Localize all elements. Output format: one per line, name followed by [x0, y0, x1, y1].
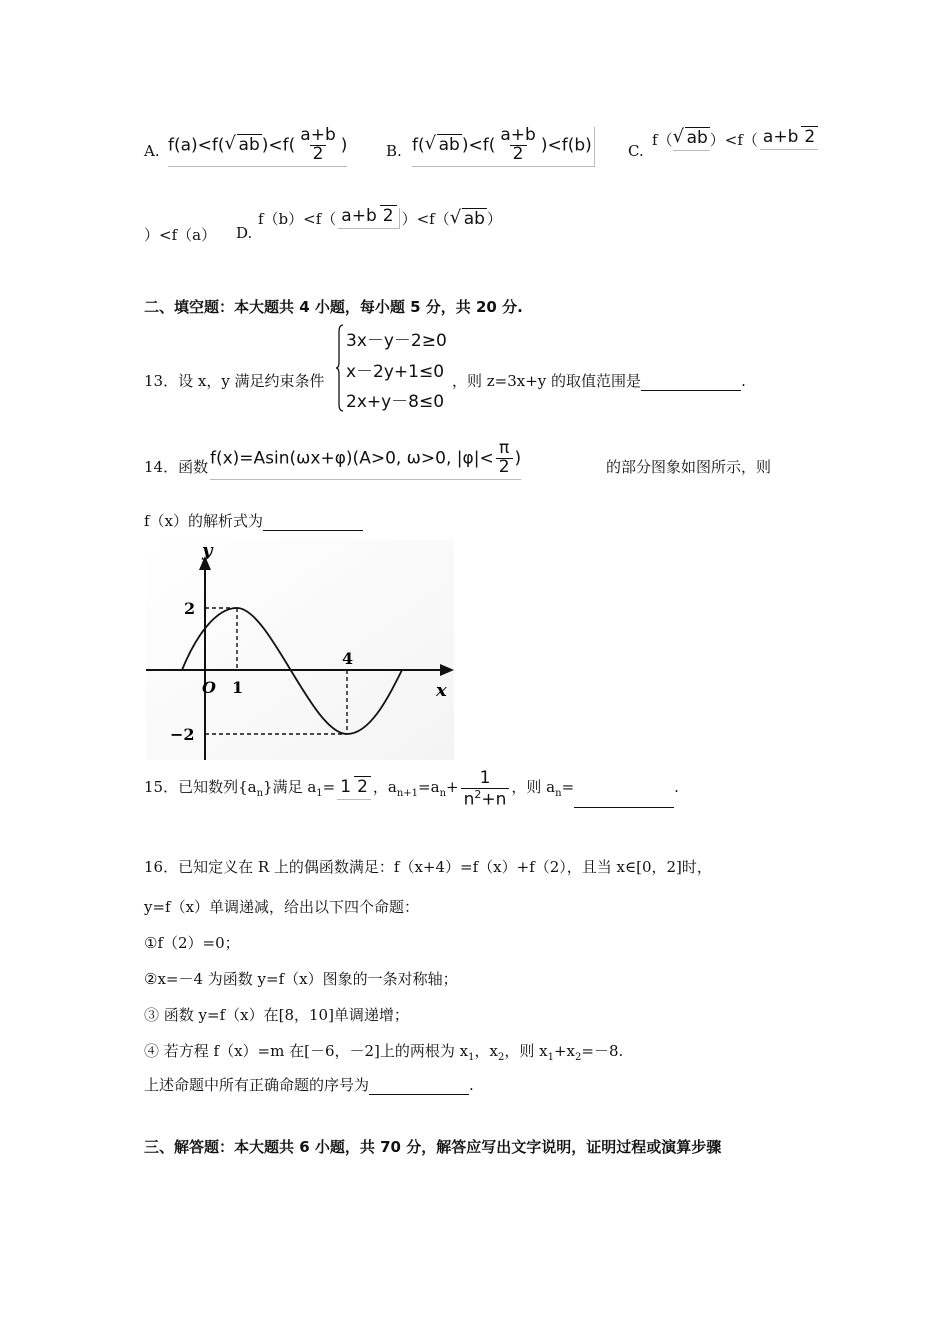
- q16-proposition-1: ①f（2）=0；: [144, 934, 240, 952]
- subscript: 2: [497, 1052, 505, 1063]
- fraction-pi-over-2: [496, 440, 513, 477]
- subscript: n+1: [396, 788, 419, 800]
- frac-den: 2: [510, 145, 527, 164]
- f-open: f(: [211, 135, 225, 156]
- plus: +: [446, 778, 459, 797]
- frac-den-base: n: [463, 789, 475, 810]
- q13-suffix-text: ，则 z=3x+y 的取值范围是: [452, 372, 642, 390]
- subscript: 1: [547, 1052, 554, 1063]
- subscript: n: [256, 788, 264, 800]
- option-c-continuation: ）<f（a）: [144, 226, 217, 244]
- subscript: 1: [316, 788, 323, 800]
- q15-statement: [144, 770, 679, 809]
- lt-sign: <: [268, 135, 283, 156]
- paren-close: ): [261, 135, 269, 156]
- constraint-1: 3x－y－2≥0: [346, 331, 447, 351]
- fraction-a-plus-b-over-2: [497, 127, 538, 164]
- section2-heading: 二、填空题：本大题共 4 小题，每小题 5 分，共 20 分.: [144, 298, 523, 316]
- q16-last-text: 上述命题中所有正确命题的序号为: [144, 1076, 370, 1094]
- answer-blank[interactable]: [369, 1080, 469, 1095]
- option-a-fa: f(a): [168, 135, 198, 156]
- section3-heading: 三、解答题：本大题共 6 小题，共 70 分，解答应写出文字说明，证明过程或演算步骤: [144, 1138, 722, 1156]
- fraction-1-over-n2-plus-n: [461, 770, 510, 809]
- constraint-2: x－2y+1≤0: [346, 362, 445, 382]
- frac-den-rest: +n: [481, 789, 507, 810]
- option-c-part2: ）<f（: [709, 131, 758, 149]
- option-d-label: D.: [236, 224, 253, 242]
- sqrt-ab: √ ab: [673, 128, 710, 151]
- sqrt-ab: √ ab: [424, 133, 460, 156]
- sqrt-ab: √ ab: [449, 206, 485, 229]
- fraction-a-plus-b-over-2: [760, 129, 818, 150]
- q16-line1: 16．已知定义在 R 上的偶函数满足：f（x+4）=f（x）+f（2），且当 x∈[0，2]时，: [144, 858, 712, 876]
- q16-line2: y=f（x）单调递减，给出以下四个命题：: [144, 898, 420, 916]
- q14-suffix: 的部分图象如图所示，则: [606, 458, 772, 476]
- period: .: [469, 1076, 474, 1094]
- sqrt-radicand: ab: [438, 135, 460, 156]
- sqrt-radicand: ab: [686, 128, 708, 148]
- left-brace-icon: [336, 324, 344, 412]
- period: .: [741, 372, 746, 390]
- tick-label-2: 2: [184, 599, 196, 618]
- paren-close: ): [340, 135, 348, 156]
- answer-blank[interactable]: [641, 376, 741, 391]
- option-d-part2: ）<f（: [401, 210, 450, 228]
- period: .: [674, 778, 679, 797]
- superscript: 2: [474, 787, 482, 801]
- paren-close: ): [461, 135, 469, 156]
- q13-suffix: [452, 370, 746, 391]
- q13-prefix: 13．设 x，y 满足约束条件: [144, 372, 325, 390]
- fraction-1-over-2: [337, 779, 371, 800]
- frac-num: a+b: [500, 125, 536, 145]
- q16-question: [144, 1074, 474, 1095]
- frac-den: 2: [801, 126, 818, 147]
- origin-label: O: [202, 678, 216, 697]
- subscript: 2: [575, 1052, 582, 1063]
- option-d-expression: [258, 208, 502, 229]
- tick-label-4: 4: [342, 649, 354, 668]
- option-b-fb: f(b): [561, 135, 592, 156]
- option-a-expression: [168, 127, 347, 167]
- sine-graph: [140, 538, 460, 763]
- q15-mid4: ，则 a: [511, 778, 556, 797]
- q14-line2-text: f（x）的解析式为: [144, 512, 264, 530]
- constraint-system: [336, 324, 466, 412]
- fraction-a-plus-b-over-2: [297, 127, 338, 164]
- frac-den: 2: [496, 458, 513, 477]
- f-open: f(: [412, 135, 425, 156]
- frac-den: 2: [380, 205, 397, 226]
- q16-proposition-2: ②x=－4 为函数 y=f（x）图象的一条对称轴；: [144, 970, 458, 988]
- q15-mid2: ，a: [372, 778, 397, 797]
- option-c-expression: [652, 128, 820, 151]
- answer-blank[interactable]: [263, 516, 363, 531]
- q15-mid1: }满足 a: [263, 778, 317, 797]
- q16-proposition-3: ③ 函数 y=f（x）在[8，10]单调递增；: [144, 1006, 409, 1024]
- frac-num: 1: [479, 768, 491, 788]
- q14-prefix: 14．函数: [144, 458, 209, 476]
- option-b-expression: [412, 127, 595, 167]
- tick-label-1: 1: [232, 678, 244, 697]
- sqrt-ab: √ ab: [224, 133, 260, 156]
- p4-a: ④ 若方程 f（x）=m 在[－6，－2]上的两根为 x: [144, 1042, 469, 1060]
- p4-d: +x: [553, 1042, 575, 1060]
- answer-blank[interactable]: [574, 793, 674, 808]
- option-b-label: B.: [386, 142, 402, 160]
- subscript: n: [555, 788, 562, 800]
- option-c-label: C.: [628, 142, 644, 160]
- sqrt-radicand: ab: [463, 208, 485, 229]
- f-open: f(: [282, 135, 296, 156]
- q15-mid3: =a: [418, 778, 440, 797]
- equals: =: [322, 778, 336, 797]
- q16-proposition-4: [144, 1040, 623, 1063]
- fraction-a-plus-b-over-2: [338, 208, 399, 229]
- lt-sign: <: [547, 135, 562, 156]
- p4-b: ，x: [474, 1042, 498, 1060]
- y-axis-label: y: [202, 540, 213, 561]
- constraint-3: 2x+y－8≤0: [346, 392, 445, 412]
- q14-expr: f(x)=Asin(ωx+φ)(A>0, ω>0, |φ|<: [210, 448, 494, 469]
- f-open: f(: [482, 135, 496, 156]
- equals: =: [561, 778, 575, 797]
- frac-num: π: [499, 438, 510, 458]
- frac-num: a+b: [341, 206, 377, 227]
- q14-line2: [144, 510, 363, 531]
- lt-sign: <: [468, 135, 483, 156]
- frac-num: a+b: [300, 125, 336, 145]
- lt-sign: <: [197, 135, 212, 156]
- q15-prefix: 15．已知数列{a: [144, 778, 257, 797]
- q14-function-expression: [210, 440, 521, 480]
- frac-den: 2: [310, 145, 327, 164]
- paren-close: ）: [486, 210, 502, 228]
- frac-num: 1: [340, 777, 352, 798]
- paren-close: ): [514, 448, 522, 469]
- frac-den: 2: [354, 776, 371, 797]
- option-a-label: A.: [144, 142, 160, 160]
- x-axis-label: x: [436, 680, 447, 701]
- frac-num: a+b: [762, 127, 799, 148]
- p4-e: =－8.: [581, 1042, 624, 1060]
- subscript: n: [439, 788, 447, 800]
- option-c-part1: f（: [652, 131, 673, 149]
- tick-label-neg2: −2: [170, 725, 195, 744]
- subscript: 1: [468, 1052, 475, 1063]
- paren-close: ): [540, 135, 548, 156]
- p4-c: ，则 x: [504, 1042, 548, 1060]
- option-d-part1: f（b）<f（: [258, 210, 337, 228]
- sqrt-radicand: ab: [238, 135, 260, 156]
